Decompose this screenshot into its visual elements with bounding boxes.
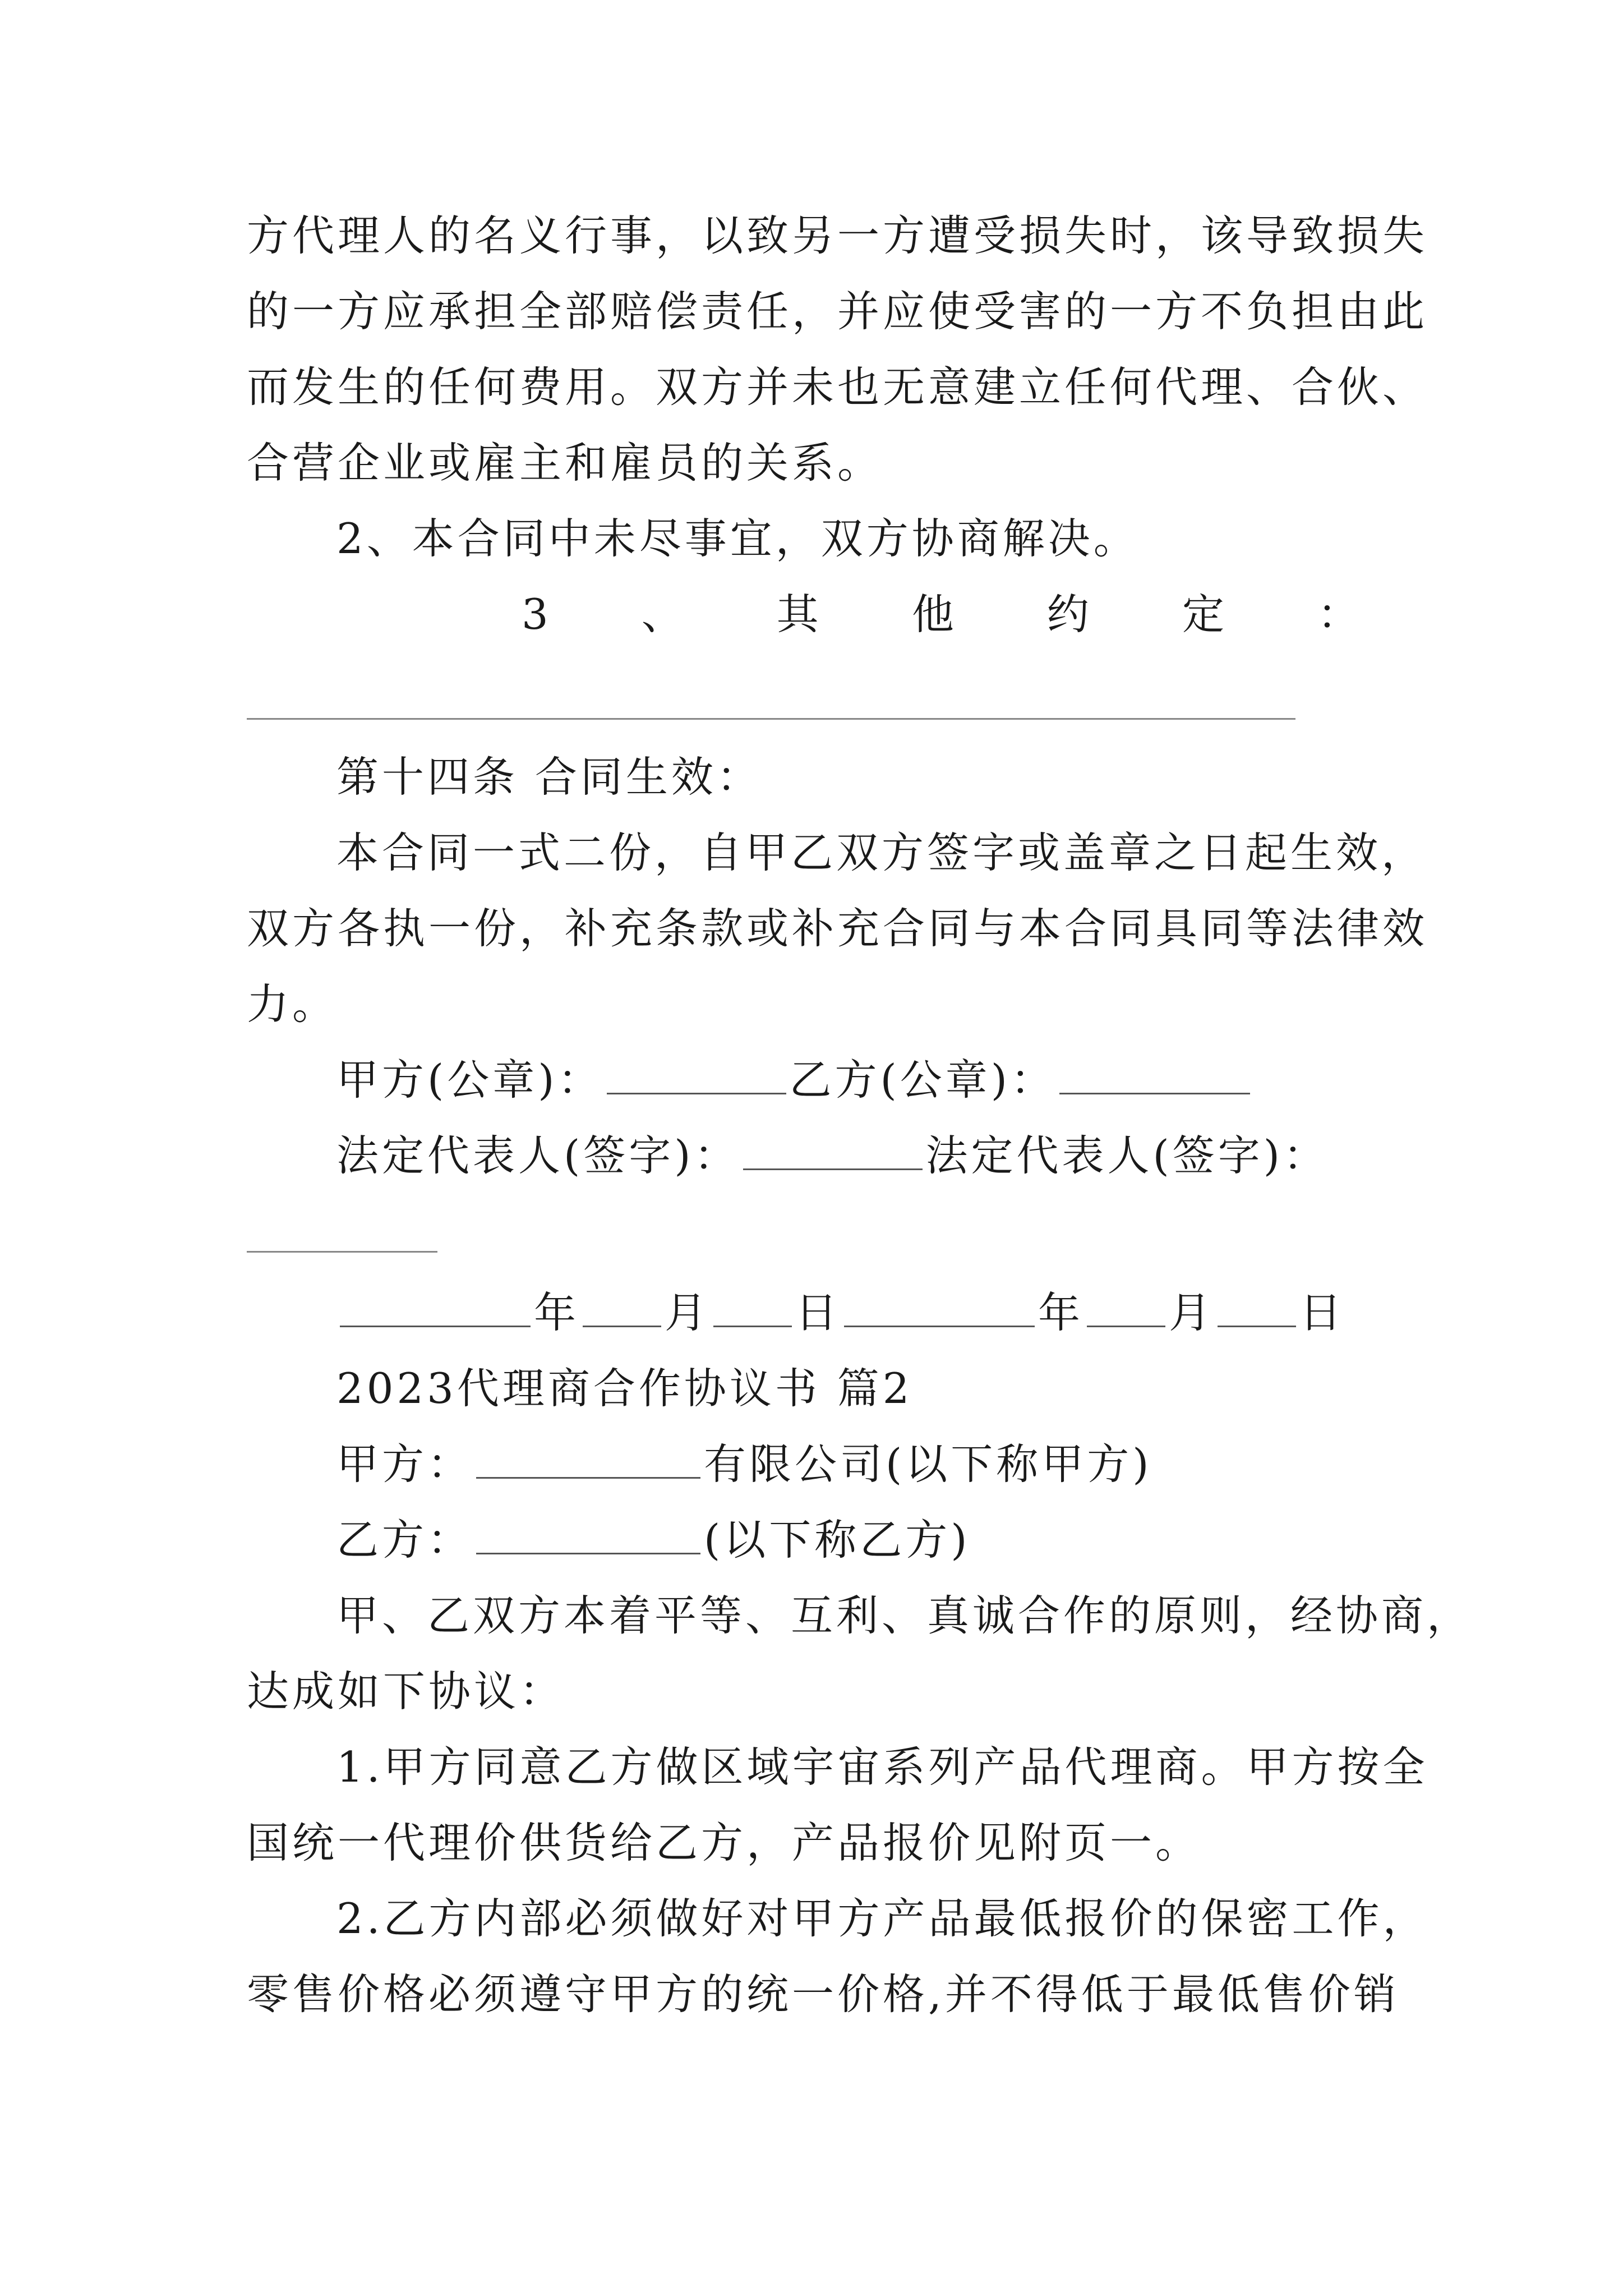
body-line-8: 双方各执一份，补充条款或补充合同与本合同具同等法律效 — [247, 904, 1428, 953]
spread-char: ： — [1317, 590, 1363, 639]
party-a-name-blank — [476, 1443, 700, 1479]
spread-char: 、 — [641, 590, 687, 639]
body-line-7: 本合同一式二份，自甲乙双方签字或盖章之日起生效， — [336, 828, 1427, 877]
day-blank-2 — [1218, 1292, 1296, 1327]
other-agreement-heading — [522, 589, 1363, 639]
body-line-9: 力。 — [247, 979, 338, 1029]
day-blank — [713, 1292, 792, 1327]
body-line-2: 的一方应承担全部赔偿责任，并应使受害的一方不负担由此 — [247, 287, 1428, 336]
party-b-seal-blank — [1059, 1059, 1250, 1094]
month-label: 月 — [665, 1288, 711, 1337]
party-b-name-blank — [476, 1519, 700, 1554]
spread-char: 3 — [522, 590, 552, 639]
body-line-13: 1.甲方同意乙方做区域宇宙系列产品代理商。甲方按全 — [336, 1742, 1428, 1792]
section-heading: 2023代理商合作协议书 篇2 — [336, 1364, 913, 1413]
body-line-4: 合营企业或雇主和雇员的关系。 — [247, 438, 883, 487]
year-label-2: 年 — [1038, 1288, 1084, 1337]
body-line-11: 甲、乙双方本着平等、互利、真诚合作的原则，经协商， — [336, 1591, 1473, 1640]
clause-2-line: 2、本合同中未尽事宜，双方协商解决。 — [336, 514, 1139, 563]
party-a-suffix: 有限公司(以下称甲方) — [704, 1439, 1152, 1489]
spread-char: 约 — [1046, 590, 1092, 639]
body-line-3: 而发生的任何费用。双方并未也无意建立任何代理、合伙、 — [247, 362, 1428, 412]
year-blank-2 — [844, 1292, 1035, 1327]
month-label-2: 月 — [1169, 1288, 1215, 1337]
body-line-12: 达成如下协议： — [247, 1667, 565, 1716]
party-a-label: 甲方： — [336, 1439, 473, 1489]
representative-line — [336, 1130, 1329, 1181]
party-b-suffix: (以下称乙方) — [704, 1515, 971, 1565]
party-a-seal-blank — [607, 1059, 786, 1094]
body-line-15: 2.乙方内部必须做好对甲方产品最低报价的保密工作， — [336, 1894, 1428, 1943]
party-b-rep-label: 法定代表人(签字)： — [925, 1131, 1329, 1180]
party-a-line — [336, 1439, 1152, 1489]
party-b-line — [336, 1515, 971, 1565]
body-line-16: 零售价格必须遵守甲方的统一价格,并不得低于最低售价销 — [247, 1970, 1399, 2019]
month-blank — [583, 1292, 661, 1327]
spread-char: 定 — [1182, 590, 1228, 639]
party-a-rep-blank — [743, 1135, 923, 1170]
spread-char: 他 — [911, 590, 957, 639]
rep-continuation-blank — [247, 1251, 437, 1253]
party-a-rep-label: 法定代表人(签字)： — [336, 1131, 740, 1180]
party-b-seal-label: 乙方(公章)： — [789, 1055, 1057, 1105]
party-b-label: 乙方： — [336, 1515, 473, 1565]
party-a-seal-label: 甲方(公章)： — [336, 1055, 603, 1105]
body-line-14: 国统一代理价供货给乙方，产品报价见附页一。 — [247, 1818, 1201, 1867]
year-blank — [340, 1292, 531, 1327]
day-label: 日 — [795, 1288, 841, 1337]
article-14-heading: 第十四条 合同生效： — [336, 752, 762, 802]
day-label-2: 日 — [1299, 1288, 1345, 1337]
other-agreement-underline — [247, 718, 1295, 720]
spread-char: 其 — [776, 590, 822, 639]
year-label: 年 — [534, 1288, 580, 1337]
seal-line — [336, 1055, 1253, 1105]
body-line-1: 方代理人的名义行事，以致另一方遭受损失时，该导致损失 — [247, 211, 1428, 260]
month-blank-2 — [1087, 1292, 1165, 1327]
date-line — [336, 1287, 1345, 1338]
